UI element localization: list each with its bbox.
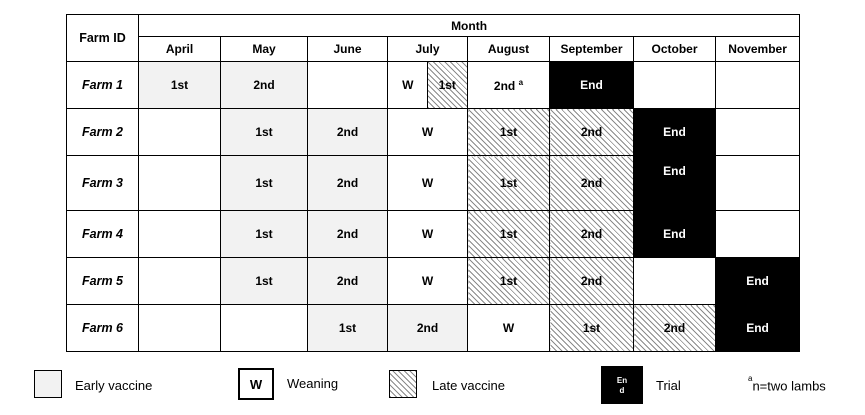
cell-november bbox=[716, 211, 800, 258]
farm-label: Farm 3 bbox=[67, 156, 139, 211]
cell-may: 1st bbox=[221, 211, 308, 258]
cell-june bbox=[308, 62, 388, 109]
trial-swatch bbox=[601, 366, 643, 404]
cell-august bbox=[468, 62, 550, 109]
cell-august: 1st bbox=[468, 211, 550, 258]
cell-september: End bbox=[550, 62, 634, 109]
cell-april bbox=[139, 305, 221, 352]
footnote-mark: a bbox=[518, 77, 524, 87]
cell-july: W bbox=[388, 156, 468, 211]
cell-november: End bbox=[716, 305, 800, 352]
cell-september: 2nd bbox=[550, 109, 634, 156]
cell-june: 1st bbox=[308, 305, 388, 352]
month-october: October bbox=[634, 37, 716, 62]
farm-label: Farm 6 bbox=[67, 305, 139, 352]
cell-november: End bbox=[716, 258, 800, 305]
cell-august: 1st bbox=[468, 258, 550, 305]
cell-july bbox=[388, 62, 468, 109]
cell-may: 2nd bbox=[221, 62, 308, 109]
table-row bbox=[67, 109, 800, 156]
cell-may bbox=[221, 305, 308, 352]
month-june: June bbox=[308, 37, 388, 62]
cell-june: 2nd bbox=[308, 211, 388, 258]
month-april: April bbox=[139, 37, 221, 62]
early-vaccine-label: Early vaccine bbox=[75, 378, 153, 393]
trial-swatch-text-1: En bbox=[616, 376, 628, 385]
cell-april bbox=[139, 211, 221, 258]
month-september: September bbox=[550, 37, 634, 62]
farm-label: Farm 5 bbox=[67, 258, 139, 305]
cell-may: 1st bbox=[221, 258, 308, 305]
cell-november bbox=[716, 156, 800, 211]
late-vaccine-swatch bbox=[389, 370, 417, 398]
cell-may: 1st bbox=[221, 156, 308, 211]
cell-october: End bbox=[634, 109, 716, 156]
table-row bbox=[67, 211, 800, 258]
cell-august: 1st bbox=[468, 156, 550, 211]
farm-id-header: Farm ID bbox=[67, 15, 139, 62]
cell-july: W bbox=[388, 258, 468, 305]
cell-july-late: 1st bbox=[427, 62, 468, 108]
early-vaccine-swatch bbox=[34, 370, 62, 398]
table-row bbox=[67, 305, 800, 352]
table-row bbox=[67, 258, 800, 305]
footnote-text: n=two lambs bbox=[752, 378, 826, 394]
cell-april bbox=[139, 109, 221, 156]
cell-july: 2nd bbox=[388, 305, 468, 352]
farm-label: Farm 2 bbox=[67, 109, 139, 156]
cell-october bbox=[634, 62, 716, 109]
late-vaccine-label: Late vaccine bbox=[432, 378, 505, 393]
cell-april bbox=[139, 258, 221, 305]
cell-october bbox=[634, 258, 716, 305]
month-november: November bbox=[716, 37, 800, 62]
cell-april bbox=[139, 156, 221, 211]
cell-july: W bbox=[388, 211, 468, 258]
table-row bbox=[67, 62, 800, 109]
cell-july: W bbox=[388, 109, 468, 156]
vaccination-schedule-table bbox=[66, 14, 800, 352]
month-may: May bbox=[221, 37, 308, 62]
farm-label: Farm 1 bbox=[67, 62, 139, 109]
month-header: Month bbox=[139, 15, 800, 37]
weaning-label: Weaning bbox=[287, 376, 339, 391]
cell-september: 2nd bbox=[550, 258, 634, 305]
farm-label: Farm 4 bbox=[67, 211, 139, 258]
cell-july-weaning: W bbox=[402, 78, 414, 92]
cell-october: 2nd bbox=[634, 305, 716, 352]
cell-november bbox=[716, 62, 800, 109]
cell-august: 1st bbox=[468, 109, 550, 156]
month-august: August bbox=[468, 37, 550, 62]
footnote-sup: a bbox=[748, 374, 753, 383]
cell-may: 1st bbox=[221, 109, 308, 156]
cell-september: 2nd bbox=[550, 211, 634, 258]
month-july: July bbox=[388, 37, 468, 62]
table-row bbox=[67, 156, 800, 211]
weaning-swatch: W bbox=[238, 368, 274, 400]
footnote bbox=[748, 374, 826, 394]
cell-september: 2nd bbox=[550, 156, 634, 211]
cell-september: 1st bbox=[550, 305, 634, 352]
cell-april: 1st bbox=[139, 62, 221, 109]
trial-label: Trial bbox=[656, 378, 681, 393]
cell-august-text: 2nd bbox=[493, 78, 516, 93]
trial-swatch-text-2: d bbox=[619, 386, 625, 395]
cell-june: 2nd bbox=[308, 109, 388, 156]
cell-june: 2nd bbox=[308, 156, 388, 211]
cell-june: 2nd bbox=[308, 258, 388, 305]
cell-october: End bbox=[634, 156, 716, 211]
cell-november bbox=[716, 109, 800, 156]
cell-august: W bbox=[468, 305, 550, 352]
cell-october: End bbox=[634, 211, 716, 258]
